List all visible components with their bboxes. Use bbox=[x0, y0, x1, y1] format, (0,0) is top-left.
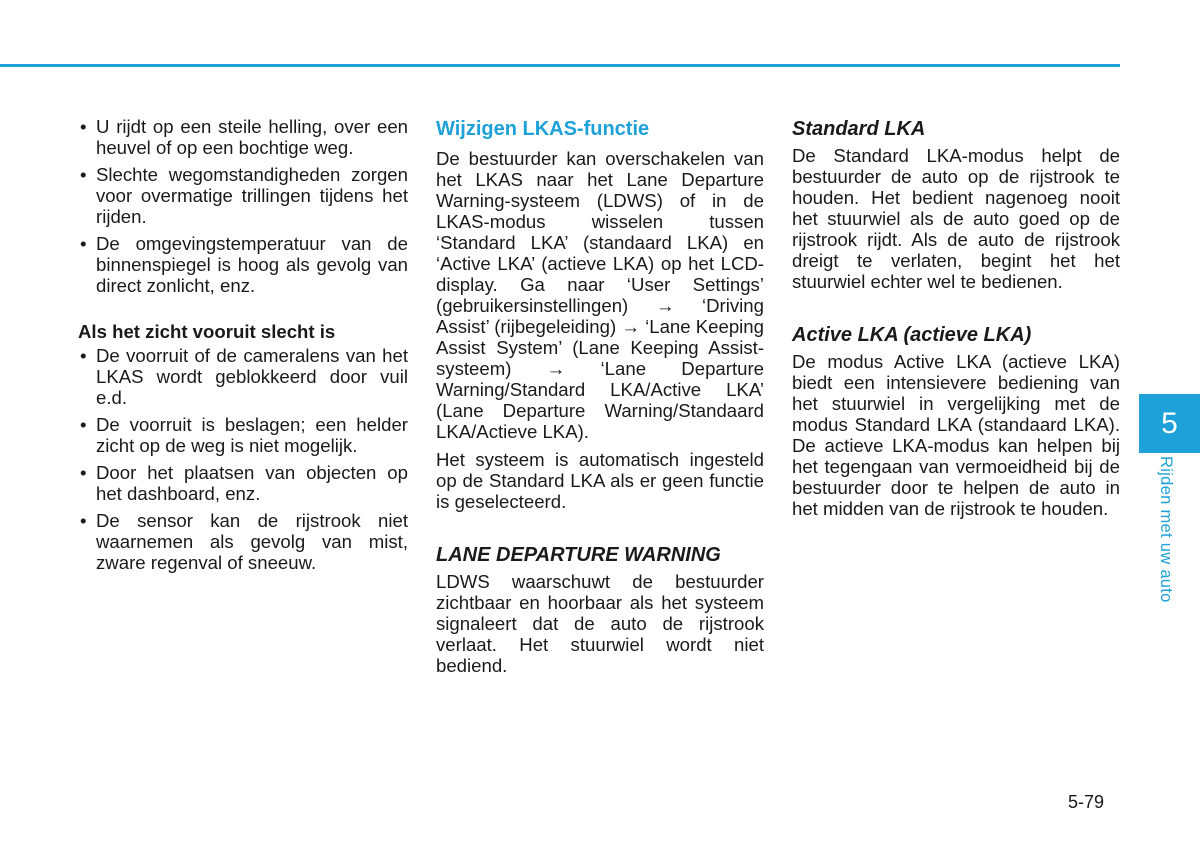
paragraph-lkas-default: Het systeem is automatisch ingesteld op de Standard LKA als er geen functie is geselecteerd. bbox=[436, 449, 764, 512]
list-item: • U rijdt op een steile helling, over een heuvel of op een bochtige weg. bbox=[78, 116, 408, 158]
paragraph-lkas-switch: De bestuurder kan overschakelen van het LKAS naar het Lane Departure Warning-systeem (LDWS) of in de LKAS-modus wisselen tussen ‘Standard LKA’ (standaard LKA) en ‘Active LKA’ (actieve LKA) op het LCD-display. Ga naar ‘User Settings’ (gebruikersinstellingen) → ‘Driving Assist’ (rijbegeleiding) → ‘Lane Keeping Assist System’ (Lane Keeping Assist-systeem) → ‘Lane Departure Warning/Standard LKA/Active LKA’ (Lane Departure Warning/Standaard LKA/Actieve LKA). bbox=[436, 148, 764, 442]
section-heading-standard-lka: Standard LKA bbox=[792, 118, 926, 140]
paragraph-standard-lka: De Standard LKA-modus helpt de bestuurder de auto op de rijstrook te houden. Het bedient nagenoeg nooit het stuurwiel als de auto goed op de rijstrook rijdt. Als de auto de rijstrook dreigt te verlaten, begint het het stuurwiel echter wel te bedienen. bbox=[792, 145, 1120, 292]
section-heading-ldw: LANE DEPARTURE WARNING bbox=[436, 544, 721, 566]
visibility-list bbox=[78, 345, 408, 573]
list-item: • De voorruit of de cameralens van het LKAS wordt geblokkeerd door vuil e.d. bbox=[78, 345, 408, 408]
list-item: • De omgevingstemperatuur van de binnenspiegel is hoog als gevolg van direct zonlicht, enz. bbox=[78, 233, 408, 296]
section-heading-visibility: Als het zicht vooruit slecht is bbox=[78, 321, 336, 342]
header-rule bbox=[0, 64, 1120, 67]
list-item: • De voorruit is beslagen; een helder zicht op de weg is niet mogelijk. bbox=[78, 414, 408, 456]
section-heading-active-lka: Active LKA (actieve LKA) bbox=[792, 324, 1032, 346]
chapter-title: Rijden met uw auto bbox=[1157, 456, 1175, 603]
paragraph-ldw: LDWS waarschuwt de bestuurder zichtbaar en hoorbaar als het systeem signaleert dat de auto de rijstrook verlaat. Het stuurwiel wordt niet bediend. bbox=[436, 571, 764, 676]
paragraph-active-lka: De modus Active LKA (actieve LKA) biedt een intensievere bediening van het stuurwiel in vergelijking met de modus Standard LKA (standaard LKA). De actieve LKA-modus kan helpen bij het tegengaan van vermoeidheid bij de bestuurder door te helpen de auto in het midden van de rijstrook te houden. bbox=[792, 351, 1120, 519]
list-item: • De sensor kan de rijstrook niet waarnemen als gevolg van mist, zware regenval of sneeuw. bbox=[78, 510, 408, 573]
section-heading-lkas: Wijzigen LKAS-functie bbox=[436, 118, 650, 140]
column-left bbox=[78, 116, 408, 579]
chapter-number-tab: 5 bbox=[1139, 394, 1200, 453]
column-right bbox=[792, 116, 1120, 519]
page-number: 5-79 bbox=[1068, 792, 1105, 812]
list-item: • Door het plaatsen van objecten op het dashboard, enz. bbox=[78, 462, 408, 504]
list-item: • Slechte wegomstandigheden zorgen voor overmatige trillingen tijdens het rijden. bbox=[78, 164, 408, 227]
conditions-list bbox=[78, 116, 408, 296]
column-middle bbox=[436, 116, 764, 676]
